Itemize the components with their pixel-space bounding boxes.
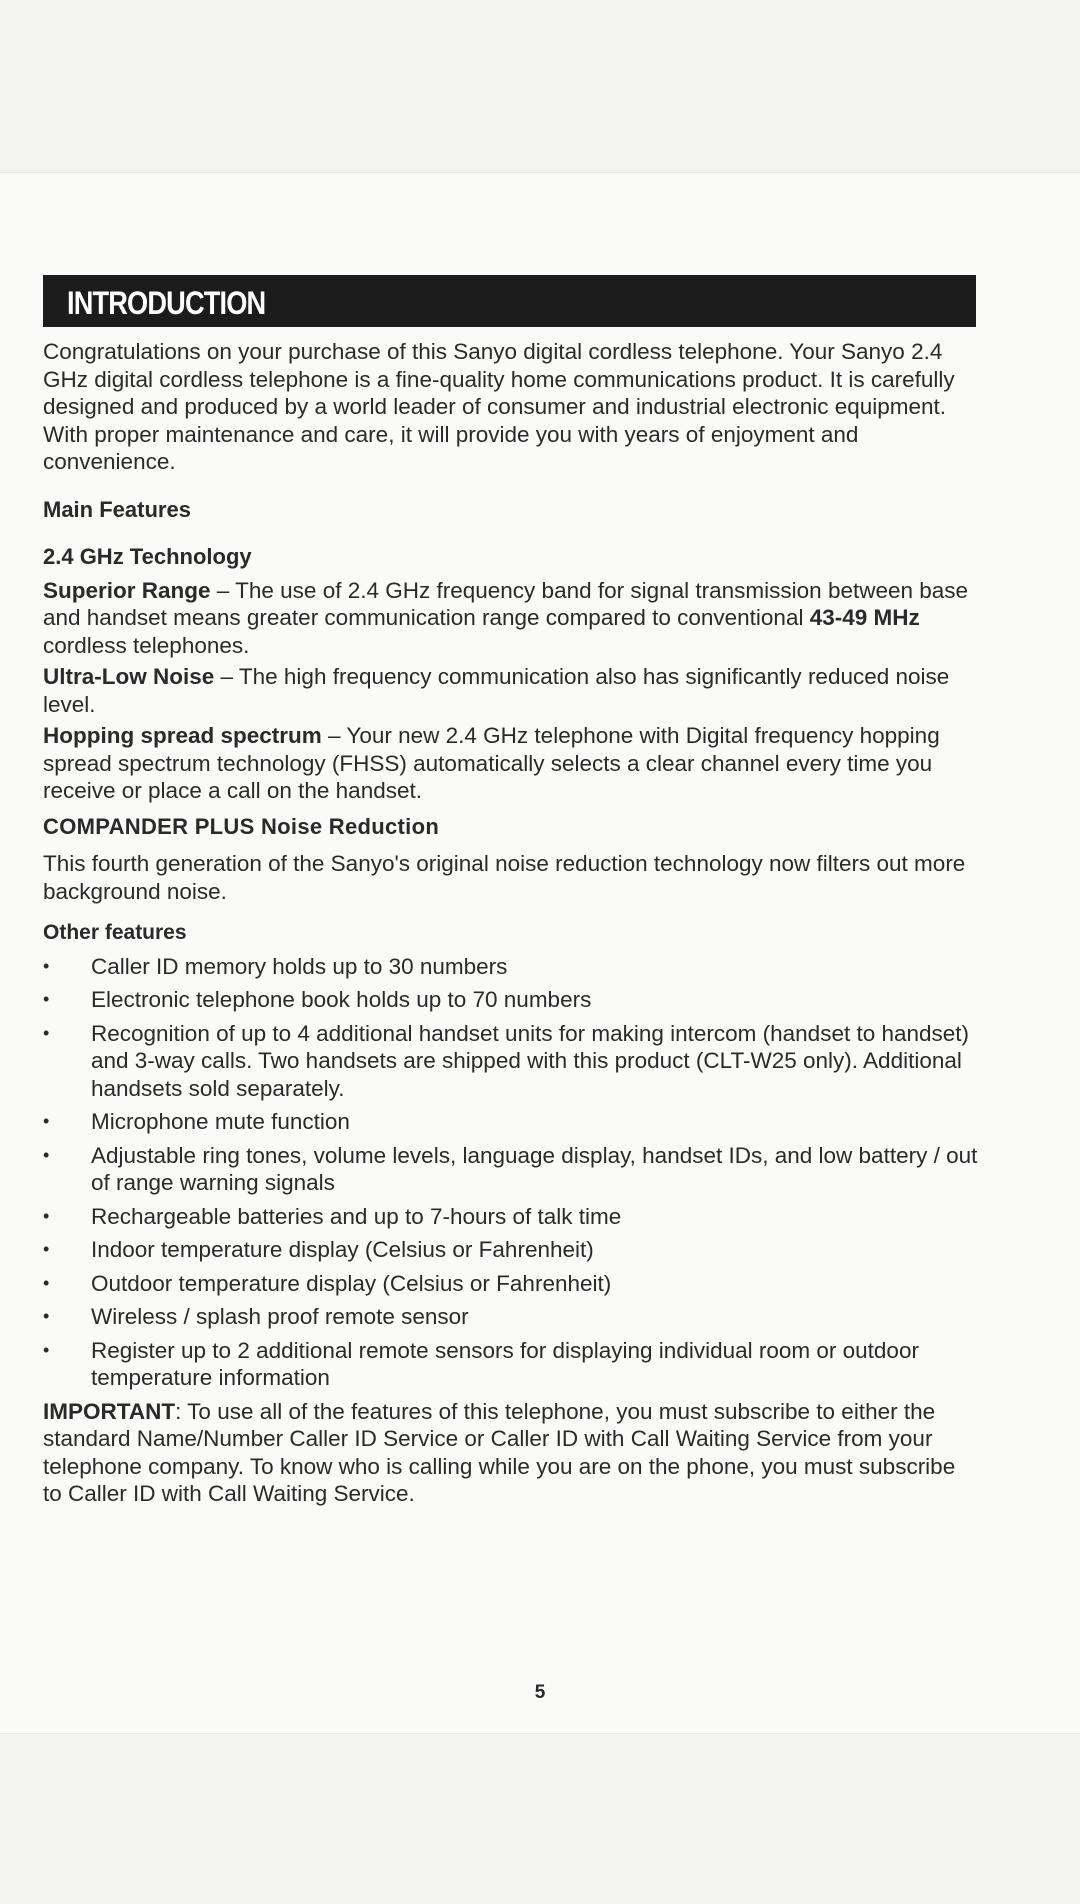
list-item [43,1108,980,1136]
feature-text: cordless telephones. [43,632,250,658]
important-label: IMPORTANT [43,1398,176,1424]
manual-page [0,172,1080,1734]
list-item-text: Outdoor temperature display (Celsius or Fahrenheit) [91,1270,612,1296]
feature-ultra-low-noise [43,663,980,718]
feature-label: Superior Range [43,577,211,603]
list-item-text: Caller ID memory holds up to 30 numbers [91,953,508,979]
list-item-text: Recognition of up to 4 additional handset units for making intercom (handset to handset) and 3-way calls. Two handsets are shipped with this product (CLT-W25 only). Additional handsets sold separately. [91,1020,970,1101]
feature-label: Hopping spread spectrum [43,723,322,748]
bullet-icon: • [43,989,50,1009]
list-item-text: Indoor temperature display (Celsius or Fahrenheit) [91,1237,594,1262]
bullet-icon: • [43,1272,50,1293]
tech-heading: 2.4 GHz Technology [43,544,252,569]
list-item-text: Register up to 2 additional remote sensors for displaying individual room or outdoor temperature information [91,1337,919,1390]
bullet-icon: • [43,1306,50,1326]
compander-heading: COMPANDER PLUS Noise Reduction [43,813,440,839]
list-item-text: Wireless / splash proof remote sensor [91,1304,469,1329]
feature-superior-range [43,577,980,660]
intro-paragraph: Congratulations on your purchase of this Sanyo digital cordless telephone. Your Sanyo 2.4 GHz digital cordless telephone is a fine-quality home communications product. It is carefully designed and produced by a world leader of consumer and industrial electronic equipment. With proper maintenance and care, it will provide you with years of enjoyment and convenience. [43,339,955,474]
feature-text: – The high frequency communication also has significantly reduced noise level. [43,664,950,717]
other-features-list [43,953,980,1392]
section-title: INTRODUCTION [67,285,266,321]
feature-hopping-spread-spectrum [43,722,980,805]
bullet-icon: • [43,1205,50,1226]
main-features-heading: Main Features [43,496,191,522]
list-item [43,1337,980,1392]
bullet-icon: • [43,1111,50,1131]
bullet-icon: • [43,1239,50,1259]
list-item [43,1270,980,1298]
list-item [43,1303,980,1331]
important-notice [43,1398,980,1508]
list-item [43,1236,980,1264]
list-item-text: Rechargeable batteries and up to 7-hours of talk time [91,1203,622,1229]
list-item [43,953,980,981]
bullet-icon: • [43,1022,50,1043]
bullet-icon: • [43,1339,50,1360]
list-item [43,1142,980,1197]
list-item [43,1203,980,1231]
bullet-icon: • [43,1144,50,1165]
feature-bold-value: 43-49 MHz [809,605,920,630]
feature-label: Ultra-Low Noise [43,664,215,689]
list-item-text: Adjustable ring tones, volume levels, language display, handset IDs, and low battery / out of range warning signals [91,1142,978,1195]
section-banner [43,275,976,327]
compander-text: This fourth generation of the Sanyo's original noise reduction technology now filters out more background noise. [43,851,966,904]
other-features-heading: Other features [43,921,187,944]
feature-text: – The use of 2.4 GHz frequency band for signal transmission between base and handset means greater communication range compared to conventional [43,577,969,630]
important-text: : To use all of the features of this telephone, you must subscribe to either the standard Name/Number Caller ID Service or Caller ID with Call Waiting Service from your telephone company. To know who is calling while you are on the phone, you must subscribe to Caller ID with Call Waiting Service. [43,1398,956,1506]
list-item-text: Microphone mute function [91,1109,350,1134]
body-text [43,338,980,1508]
list-item-text: Electronic telephone book holds up to 70 numbers [91,987,592,1012]
list-item [43,986,980,1014]
bullet-icon: • [43,955,50,976]
list-item [43,1020,980,1103]
feature-text: – Your new 2.4 GHz telephone with Digital frequency hopping spread spectrum technology (FHSS) automatically selects a clear channel every time you receive or place a call on the handset. [43,723,940,803]
page-number: 5 [534,1682,546,1703]
